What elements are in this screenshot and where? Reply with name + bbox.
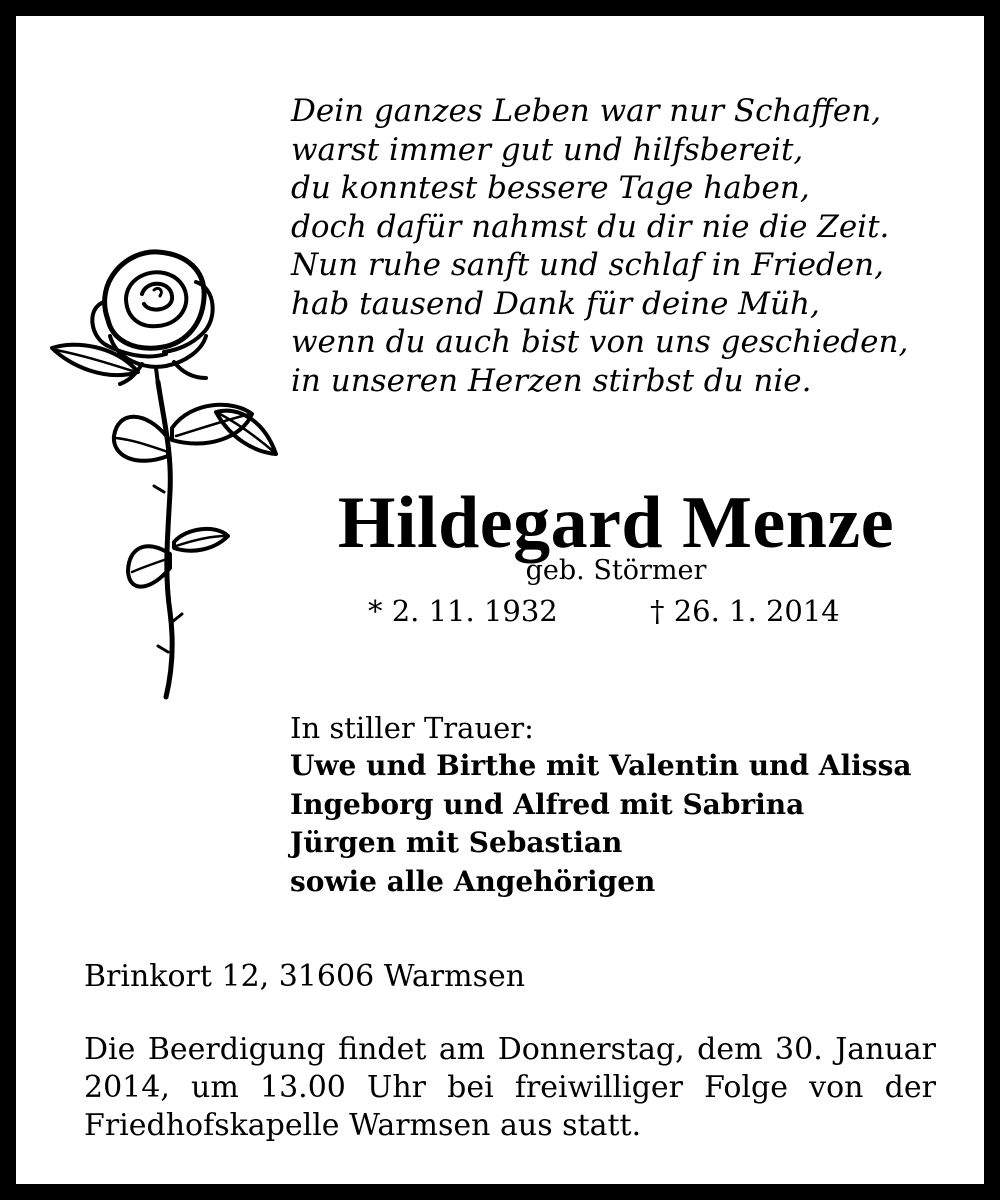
funeral-word: Donnerstag,	[497, 1032, 685, 1067]
funeral-notice	[84, 1031, 936, 1145]
funeral-word: 2014,	[84, 1070, 170, 1105]
funeral-word: am	[438, 1032, 486, 1067]
funeral-word: findet	[338, 1032, 427, 1067]
poem-line: in unseren Herzen stirbst du nie.	[291, 362, 812, 399]
funeral-word: 30.	[775, 1032, 823, 1067]
funeral-word: Januar	[835, 1032, 936, 1067]
mourner-line: Ingeborg und Alfred mit Sabrina	[290, 787, 805, 821]
funeral-word: dem	[697, 1032, 763, 1067]
funeral-word: Die	[84, 1032, 136, 1067]
mourner-line: Uwe und Birthe mit Valentin und Alissa	[290, 749, 912, 782]
poem-line: hab tausend Dank für deine Müh,	[291, 285, 820, 322]
funeral-word: bei	[447, 1070, 494, 1105]
rose-icon	[46, 242, 286, 702]
mourning-intro: In stiller Trauer:	[290, 711, 534, 745]
address: Brinkort 12, 31606 Warmsen	[84, 959, 526, 994]
memorial-poem	[291, 92, 971, 400]
funeral-word: Beerdigung	[147, 1032, 326, 1067]
mourners-list	[290, 747, 911, 901]
death-date: † 26. 1. 2014	[650, 594, 840, 628]
funeral-word: Folge	[704, 1070, 788, 1105]
funeral-word: Uhr	[367, 1070, 426, 1105]
deceased-name: Hildegard Menze	[337, 482, 895, 564]
funeral-word: freiwilliger	[514, 1070, 684, 1105]
mourner-line: sowie alle Angehörigen	[290, 864, 656, 898]
funeral-word: von	[809, 1070, 864, 1105]
funeral-line-1	[84, 1031, 936, 1069]
poem-line: du konntest bessere Tage haben,	[291, 170, 810, 206]
poem-line: wenn du auch bist von uns geschieden,	[291, 324, 909, 360]
poem-line: warst immer gut und hilfsbereit,	[291, 131, 804, 168]
birth-date: * 2. 11. 1932	[368, 594, 558, 628]
mourner-line: Jürgen mit Sebastian	[290, 826, 623, 859]
poem-line: doch dafür nahmst du dir nie die Zeit.	[291, 208, 890, 245]
funeral-word: der	[884, 1070, 936, 1105]
poem-line: Dein ganzes Leben war nur Schaffen,	[291, 93, 882, 129]
poem-line: Nun ruhe sanft und schlaf in Frieden,	[291, 247, 884, 283]
funeral-line-3: Friedhofskapelle Warmsen aus statt.	[84, 1108, 642, 1143]
birth-name: geb. Störmer	[525, 555, 707, 586]
funeral-word: um	[191, 1070, 239, 1105]
funeral-line-2	[84, 1069, 936, 1107]
funeral-word: 13.00	[259, 1070, 346, 1105]
